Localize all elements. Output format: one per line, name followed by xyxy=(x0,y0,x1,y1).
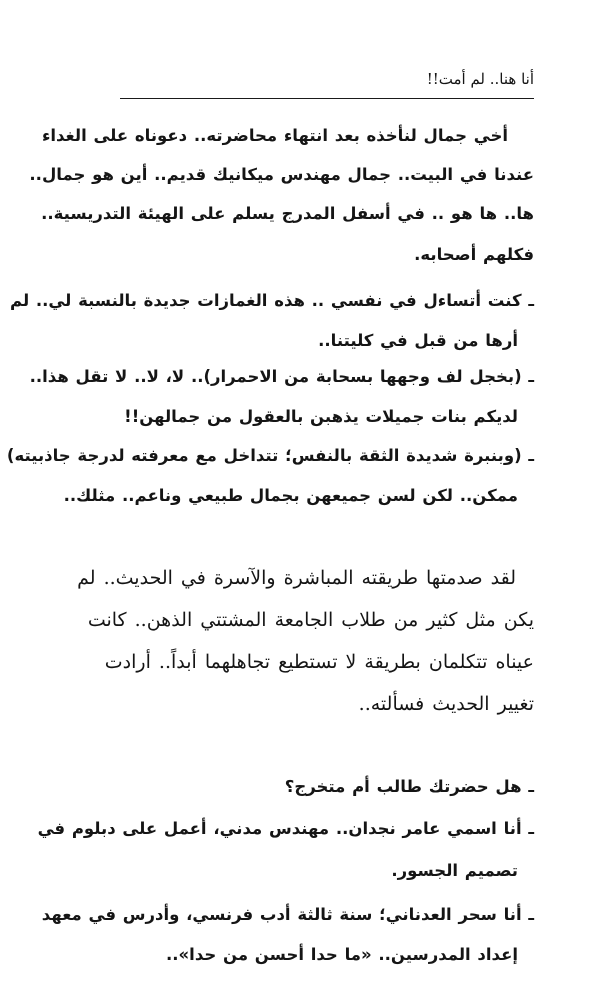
dialogue-line: ـ (وبنبرة شديدة الثقة بالنفس؛ تتداخل مع معرفته لدرجة جاذبيته) xyxy=(6,446,534,465)
text-line: إعداد المدرسين.. «ما حدا أحسن من حدا».. xyxy=(165,945,518,964)
text-line: عندنا في البيت.. جمال مهندس ميكانيك قديم.. أين هو جمال.. xyxy=(29,165,534,184)
running-header-title: أنا هنا.. لم أمت!! xyxy=(426,70,534,88)
dialogue-line: ـ هل حضرتك طالب أم متخرج؟ xyxy=(284,777,534,796)
text-line: فكلهم أصحابه. xyxy=(414,245,534,264)
paragraph-line: لقد صدمتها طريقته المباشرة والآسرة في الحديث.. لم xyxy=(77,567,516,589)
text-line: تصميم الجسور. xyxy=(391,861,518,880)
dialogue-line: ـ كنت أتساءل في نفسي .. هذه الغمازات جديدة بالنسبة لي.. لم xyxy=(10,291,534,310)
header-divider-line xyxy=(120,98,534,99)
text-line: أرها من قبل في كليتنا.. xyxy=(318,331,518,350)
paragraph-line: تغيير الحديث فسألته.. xyxy=(358,693,534,715)
dialogue-line: ـ أنا اسمي عامر نجدان.. مهندس مدني، أعمل على دبلوم في xyxy=(37,819,534,838)
dialogue-line: ـ (بخجل لف وجهها بسحابة من الاحمرار).. لا، لا.. لا تقل هذا.. xyxy=(29,367,534,386)
paragraph-line: يكن مثل كثير من طلاب الجامعة المشتتي الذهن.. كانت xyxy=(87,609,534,631)
text-line: لديكم بنات جميلات يذهبن بالعقول من جمالهن!! xyxy=(124,407,518,426)
paragraph-line: عيناه تتكلمان بطريقة لا تستطيع تجاهلهما أبداً.. أرادت xyxy=(104,651,534,673)
text-line: ها.. ها هو .. في أسفل المدرج يسلم على الهيئة التدريسية.. xyxy=(41,204,534,223)
text-line: ممكن.. لكن لسن جميعهن بجمال طبيعي وناعم.. مثلك.. xyxy=(63,486,518,505)
text-line: أخي جمال لنأخذه بعد انتهاء محاضرته.. دعوناه على الغداء xyxy=(41,126,508,145)
dialogue-line: ـ أنا سحر العدناني؛ سنة ثالثة أدب فرنسي، وأدرس في معهد xyxy=(41,905,534,924)
